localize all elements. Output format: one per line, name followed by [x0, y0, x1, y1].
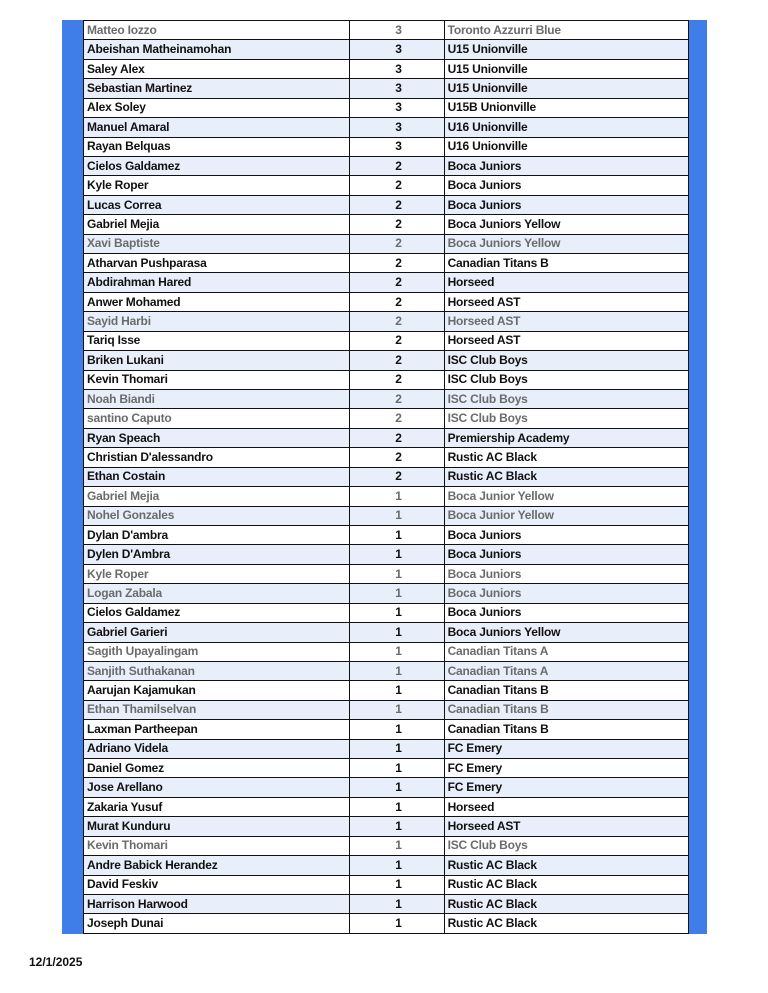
player-name-cell: Aarujan Kajamukan — [84, 681, 350, 700]
player-name-cell: Harrison Harwood — [84, 894, 350, 913]
goals-cell: 2 — [350, 370, 444, 389]
left-color-band — [62, 20, 84, 934]
player-name-cell: David Feskiv — [84, 875, 350, 894]
goals-cell: 2 — [350, 331, 444, 350]
team-name-cell: Horseed AST — [444, 817, 688, 836]
goals-cell: 2 — [350, 234, 444, 253]
player-name-cell: Nohel Gonzales — [84, 506, 350, 525]
table-row — [84, 487, 689, 506]
player-name-cell: Cielos Galdamez — [84, 156, 350, 175]
player-name-cell: Anwer Mohamed — [84, 292, 350, 311]
table-row — [84, 875, 689, 894]
team-name-cell: ISC Club Boys — [444, 390, 688, 409]
team-name-cell: FC Emery — [444, 759, 688, 778]
player-name-cell: Noah Biandi — [84, 390, 350, 409]
player-name-cell: Gabriel Mejia — [84, 487, 350, 506]
table-row — [84, 817, 689, 836]
team-name-cell: U15 Unionville — [444, 40, 688, 59]
right-color-band — [687, 20, 707, 934]
team-name-cell: Rustic AC Black — [444, 875, 688, 894]
table-row — [84, 98, 689, 117]
player-name-cell: Kevin Thomari — [84, 836, 350, 855]
team-name-cell: Rustic AC Black — [444, 467, 688, 486]
table-row — [84, 700, 689, 719]
goals-cell: 2 — [350, 467, 444, 486]
player-name-cell: Gabriel Garieri — [84, 623, 350, 642]
goals-cell: 3 — [350, 137, 444, 156]
team-name-cell: Boca Juniors — [444, 545, 688, 564]
team-name-cell: U15 Unionville — [444, 59, 688, 78]
team-name-cell: Canadian Titans A — [444, 642, 688, 661]
player-name-cell: Ethan Thamilselvan — [84, 700, 350, 719]
table-row — [84, 156, 689, 175]
goals-cell: 2 — [350, 390, 444, 409]
team-name-cell: Boca Juniors — [444, 195, 688, 214]
team-name-cell: Rustic AC Black — [444, 894, 688, 913]
goals-cell: 1 — [350, 564, 444, 583]
table-row — [84, 448, 689, 467]
goals-cell: 1 — [350, 856, 444, 875]
team-name-cell: Canadian Titans B — [444, 720, 688, 739]
goals-cell: 1 — [350, 720, 444, 739]
table-row — [84, 40, 689, 59]
scorers-sheet — [62, 20, 707, 934]
goals-cell: 1 — [350, 642, 444, 661]
goals-cell: 2 — [350, 351, 444, 370]
table-row — [84, 59, 689, 78]
team-name-cell: Boca Juniors — [444, 525, 688, 544]
goals-cell: 2 — [350, 215, 444, 234]
goals-cell: 2 — [350, 273, 444, 292]
player-name-cell: Cielos Galdamez — [84, 603, 350, 622]
goals-cell: 2 — [350, 448, 444, 467]
table-row — [84, 234, 689, 253]
player-name-cell: Dylen D'Ambra — [84, 545, 350, 564]
team-name-cell: Rustic AC Black — [444, 914, 688, 933]
goals-cell: 1 — [350, 817, 444, 836]
table-row — [84, 525, 689, 544]
team-name-cell: Premiership Academy — [444, 428, 688, 447]
goals-cell: 3 — [350, 118, 444, 137]
goals-cell: 2 — [350, 254, 444, 273]
team-name-cell: Rustic AC Black — [444, 856, 688, 875]
player-name-cell: Zakaria Yusuf — [84, 797, 350, 816]
goals-cell: 2 — [350, 312, 444, 331]
team-name-cell: Boca Juniors — [444, 584, 688, 603]
player-name-cell: santino Caputo — [84, 409, 350, 428]
table-row — [84, 409, 689, 428]
goals-cell: 1 — [350, 759, 444, 778]
goals-cell: 1 — [350, 661, 444, 680]
table-row — [84, 351, 689, 370]
player-name-cell: Jose Arellano — [84, 778, 350, 797]
player-name-cell: Adriano Videla — [84, 739, 350, 758]
player-name-cell: Alex Soley — [84, 98, 350, 117]
goals-cell: 1 — [350, 506, 444, 525]
table-row — [84, 623, 689, 642]
goals-cell: 2 — [350, 409, 444, 428]
player-name-cell: Briken Lukani — [84, 351, 350, 370]
team-name-cell: Boca Juniors — [444, 564, 688, 583]
team-name-cell: Horseed AST — [444, 292, 688, 311]
player-name-cell: Matteo Iozzo — [84, 21, 350, 40]
player-name-cell: Abdirahman Hared — [84, 273, 350, 292]
team-name-cell: Canadian Titans A — [444, 661, 688, 680]
table-row — [84, 428, 689, 447]
goals-cell: 3 — [350, 21, 444, 40]
table-row — [84, 856, 689, 875]
player-name-cell: Christian D'alessandro — [84, 448, 350, 467]
table-row — [84, 195, 689, 214]
goals-cell: 2 — [350, 292, 444, 311]
team-name-cell: ISC Club Boys — [444, 409, 688, 428]
goals-cell: 1 — [350, 778, 444, 797]
team-name-cell: FC Emery — [444, 739, 688, 758]
player-name-cell: Sagith Upayalingam — [84, 642, 350, 661]
table-row — [84, 215, 689, 234]
player-name-cell: Tariq Isse — [84, 331, 350, 350]
table-row — [84, 603, 689, 622]
table-row — [84, 778, 689, 797]
player-name-cell: Abeishan Matheinamohan — [84, 40, 350, 59]
team-name-cell: Boca Juniors Yellow — [444, 623, 688, 642]
team-name-cell: ISC Club Boys — [444, 370, 688, 389]
team-name-cell: Horseed AST — [444, 331, 688, 350]
goals-cell: 2 — [350, 176, 444, 195]
scorers-table — [83, 20, 689, 934]
team-name-cell: Boca Junior Yellow — [444, 487, 688, 506]
team-name-cell: Boca Juniors — [444, 176, 688, 195]
goals-cell: 2 — [350, 156, 444, 175]
footer-date: 12/1/2025 — [29, 955, 83, 969]
table-row — [84, 739, 689, 758]
table-row — [84, 836, 689, 855]
player-name-cell: Kyle Roper — [84, 564, 350, 583]
player-name-cell: Sebastian Martinez — [84, 79, 350, 98]
goals-cell: 3 — [350, 59, 444, 78]
table-row — [84, 642, 689, 661]
team-name-cell: Canadian Titans B — [444, 681, 688, 700]
team-name-cell: Canadian Titans B — [444, 700, 688, 719]
team-name-cell: Boca Juniors Yellow — [444, 234, 688, 253]
player-name-cell: Xavi Baptiste — [84, 234, 350, 253]
player-name-cell: Joseph Dunai — [84, 914, 350, 933]
table-row — [84, 176, 689, 195]
team-name-cell: FC Emery — [444, 778, 688, 797]
goals-cell: 3 — [350, 79, 444, 98]
goals-cell: 1 — [350, 681, 444, 700]
team-name-cell: U15 Unionville — [444, 79, 688, 98]
team-name-cell: ISC Club Boys — [444, 351, 688, 370]
team-name-cell: Toronto Azzurri Blue — [444, 21, 688, 40]
team-name-cell: Canadian Titans B — [444, 254, 688, 273]
goals-cell: 1 — [350, 584, 444, 603]
player-name-cell: Laxman Partheepan — [84, 720, 350, 739]
player-name-cell: Manuel Amaral — [84, 118, 350, 137]
goals-cell: 1 — [350, 739, 444, 758]
table-row — [84, 331, 689, 350]
goals-cell: 2 — [350, 195, 444, 214]
table-row — [84, 545, 689, 564]
player-name-cell: Murat Kunduru — [84, 817, 350, 836]
table-row — [84, 681, 689, 700]
goals-cell: 3 — [350, 98, 444, 117]
player-name-cell: Kevin Thomari — [84, 370, 350, 389]
goals-cell: 1 — [350, 603, 444, 622]
goals-cell: 1 — [350, 894, 444, 913]
goals-cell: 1 — [350, 623, 444, 642]
player-name-cell: Lucas Correa — [84, 195, 350, 214]
table-row — [84, 254, 689, 273]
goals-cell: 1 — [350, 914, 444, 933]
table-row — [84, 79, 689, 98]
team-name-cell: Boca Juniors — [444, 156, 688, 175]
scorers-table-body — [84, 21, 689, 934]
team-name-cell: Horseed AST — [444, 312, 688, 331]
table-row — [84, 564, 689, 583]
player-name-cell: Logan Zabala — [84, 584, 350, 603]
player-name-cell: Saley Alex — [84, 59, 350, 78]
table-row — [84, 467, 689, 486]
team-name-cell: Rustic AC Black — [444, 448, 688, 467]
table-row — [84, 894, 689, 913]
goals-cell: 1 — [350, 836, 444, 855]
goals-cell: 3 — [350, 40, 444, 59]
goals-cell: 2 — [350, 428, 444, 447]
table-row — [84, 118, 689, 137]
team-name-cell: ISC Club Boys — [444, 836, 688, 855]
table-row — [84, 797, 689, 816]
goals-cell: 1 — [350, 525, 444, 544]
goals-cell: 1 — [350, 797, 444, 816]
player-name-cell: Kyle Roper — [84, 176, 350, 195]
table-row — [84, 21, 689, 40]
table-row — [84, 370, 689, 389]
player-name-cell: Gabriel Mejia — [84, 215, 350, 234]
table-row — [84, 390, 689, 409]
team-name-cell: U16 Unionville — [444, 118, 688, 137]
table-row — [84, 292, 689, 311]
table-row — [84, 661, 689, 680]
team-name-cell: U16 Unionville — [444, 137, 688, 156]
player-name-cell: Rayan Belquas — [84, 137, 350, 156]
goals-cell: 1 — [350, 545, 444, 564]
table-row — [84, 506, 689, 525]
player-name-cell: Ethan Costain — [84, 467, 350, 486]
table-row — [84, 584, 689, 603]
table-row — [84, 137, 689, 156]
team-name-cell: Horseed — [444, 797, 688, 816]
goals-cell: 1 — [350, 875, 444, 894]
player-name-cell: Andre Babick Herandez — [84, 856, 350, 875]
player-name-cell: Ryan Speach — [84, 428, 350, 447]
player-name-cell: Daniel Gomez — [84, 759, 350, 778]
player-name-cell: Sanjith Suthakanan — [84, 661, 350, 680]
goals-cell: 1 — [350, 487, 444, 506]
player-name-cell: Atharvan Pushparasa — [84, 254, 350, 273]
player-name-cell: Dylan D'ambra — [84, 525, 350, 544]
team-name-cell: Boca Juniors Yellow — [444, 215, 688, 234]
table-row — [84, 759, 689, 778]
table-row — [84, 720, 689, 739]
table-row — [84, 312, 689, 331]
goals-cell: 1 — [350, 700, 444, 719]
team-name-cell: Boca Juniors — [444, 603, 688, 622]
team-name-cell: U15B Unionville — [444, 98, 688, 117]
team-name-cell: Boca Junior Yellow — [444, 506, 688, 525]
table-row — [84, 914, 689, 933]
player-name-cell: Sayid Harbi — [84, 312, 350, 331]
table-row — [84, 273, 689, 292]
team-name-cell: Horseed — [444, 273, 688, 292]
